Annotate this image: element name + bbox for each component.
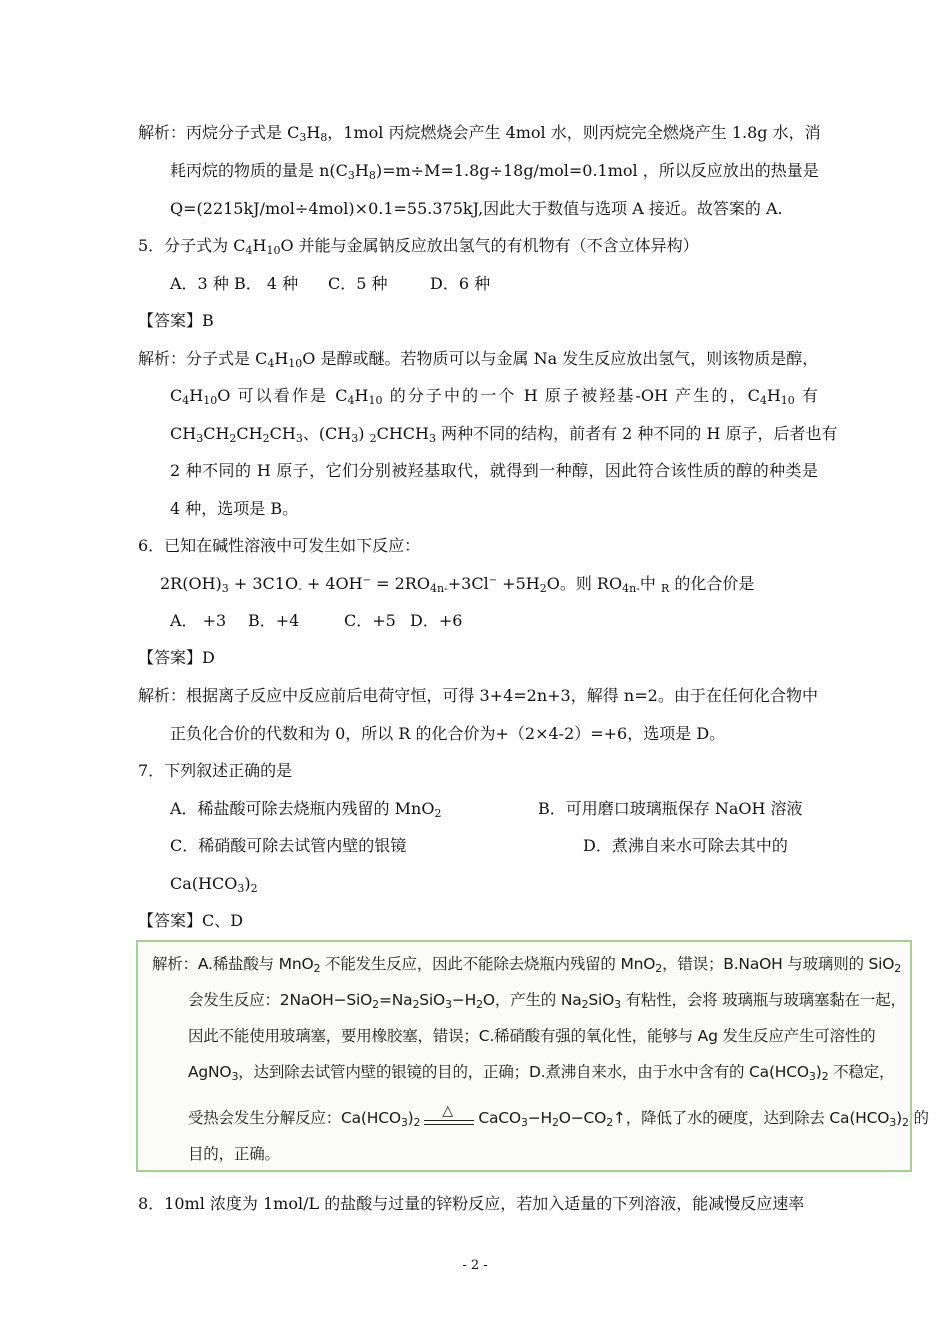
q7-stem: 7．下列叙述正确的是 [138,761,293,780]
q4-explanation-line2: 耗丙烷的物质的量是 $n(C_3H_8)=m\div M=1.8g\div 18g/mol=0.1mol$ ，所以反应放出的热量是 [170,161,819,182]
q5-option-a: A．3 种 [170,274,229,293]
q7-option-d-cont: $Ca(HCO_3)_2$ [170,874,258,895]
q6-option-c: C．+5 [344,611,396,630]
q4-explanation-line3: Q=(2215kJ/mol÷4mol)×0.1=55.375kJ,因此大于数值与选项 A 接近。故答案的 A. [170,199,783,218]
q5-option-d: D．6 种 [430,274,491,293]
q5-explanation-line2: $C_4H_{10}O$ 可以看作是 $C_4H_{10}$ 的分子中的一个 H 原子被羟基-OH 产生的，$C_4H_{10}$ 有 [170,386,818,407]
q7-option-c: C．稀硝酸可除去试管内壁的银镜 [170,836,407,855]
q7-option-d: D．煮沸自来水可除去其中的 [583,836,788,855]
q5-explanation-line5: 4 种，选项是 B。 [170,499,299,518]
q5-explanation-line3: $CH_3CH_2CH_2CH_3$、$(CH_3)$ $_2CHCH_3$ 两种不同的结构，前者有 2 种不同的 H 原子，后者也有 [170,424,838,445]
q8-stem: 8．10ml 浓度为 1mol/L 的盐酸与过量的锌粉反应，若加入适量的下列溶液，能减慢反应速率 [138,1194,805,1213]
q4-explanation-line1: 解析：丙烷分子式是 $C_3H_8$，1mol 丙烷燃烧会产生 4mol 水，则丙烷完全燃烧产生 1.8g 水，消 [138,123,821,144]
q6-stem: 6．已知在碱性溶液中可发生如下反应： [138,536,421,555]
q6-explanation-line1: 解析：根据离子反应中反应前后电荷守恒，可得 3+4=2n+3，解得 n=2。由于在任何化合物中 [138,686,818,705]
q6-option-d: D．+6 [410,611,463,630]
q5-stem: 5．分子式为 $C_4H_{10}O$ 并能与金属钠反应放出氢气的有机物有（不含立体异构） [138,236,699,257]
box-line1: 解析：A.稀盐酸与 MnO$_2$ 不能发生反应，因此不能除去烧瓶内残留的 MnO$_2$，错误；B.NaOH 与玻璃则的 SiO$_2$ [152,955,902,975]
box-line2: 会发生反应：$2NaOH-SiO_2=Na_2SiO_3-H_2O$，产生的 $Na_2SiO_3$ 有粘性，会将 玻璃瓶与玻璃塞黏在一起， [188,991,906,1011]
q7-explanation-box [136,940,929,1172]
heat-arrow: △ [420,1109,478,1129]
q7-option-a: A．稀盐酸可除去烧瓶内残留的 MnO$_2$ [170,799,442,820]
q5-answer: 【答案】B [138,311,214,330]
q6-option-a: A． +3 [170,611,227,630]
q6-explanation-line2: 正负化合价的代数和为 0，所以 R 的化合价为+（2×4-2）=+6，选项是 D。 [170,724,726,743]
q6-options [170,611,818,631]
box-line4: AgNO$_3$，达到除去试管内壁的银镜的目的，正确；D.煮沸自来水，由于水中含有的 $Ca(HCO_3)_2$ 不稳定， [188,1063,895,1083]
page-number: - 2 - [462,1258,488,1273]
q5-options [170,274,818,294]
box-line3: 因此不能使用玻璃塞，要用橡胶塞，错误；C.稀硝酸有强的氧化性，能够与 Ag 发生反应产生可溶性的 [188,1027,876,1045]
q5-option-c: C．5 种 [328,274,388,293]
q7-answer: 【答案】C、D [138,911,244,930]
box-line6: 目的，正确。 [188,1145,280,1163]
box-line5: 受热会发生分解反应：$Ca(HCO_3)_2$ △ $CaCO_3-H_2O-CO_2↑$，降低了水的硬度，达到除去 $Ca(HCO_3)_2$ 的 [188,1102,929,1129]
q5-explanation-line1: 解析：分子式是 $C_4H_{10}O$ 是醇或醚。若物质可以与金属 Na 发生反应放出氢气，则该物质是醇， [138,349,819,370]
q6-option-b: B．+4 [248,611,300,630]
q5-option-b: B． 4 种 [234,274,299,293]
q6-answer: 【答案】D [138,648,215,667]
q7-option-b: B．可用磨口玻璃瓶保存 NaOH 溶液 [538,799,803,818]
q5-explanation-line4: 2 种不同的 H 原子，它们分别被羟基取代，就得到一种醇，因此符合该性质的醇的种类是 [170,461,818,480]
q6-reaction: $2R(OH)_3 + 3C1O_- + 4OH^- = 2RO_{4n-}+3Cl^- +5H_2O$。则 $RO_{4n-}$中 $_R$ 的化合价是 [160,574,755,595]
